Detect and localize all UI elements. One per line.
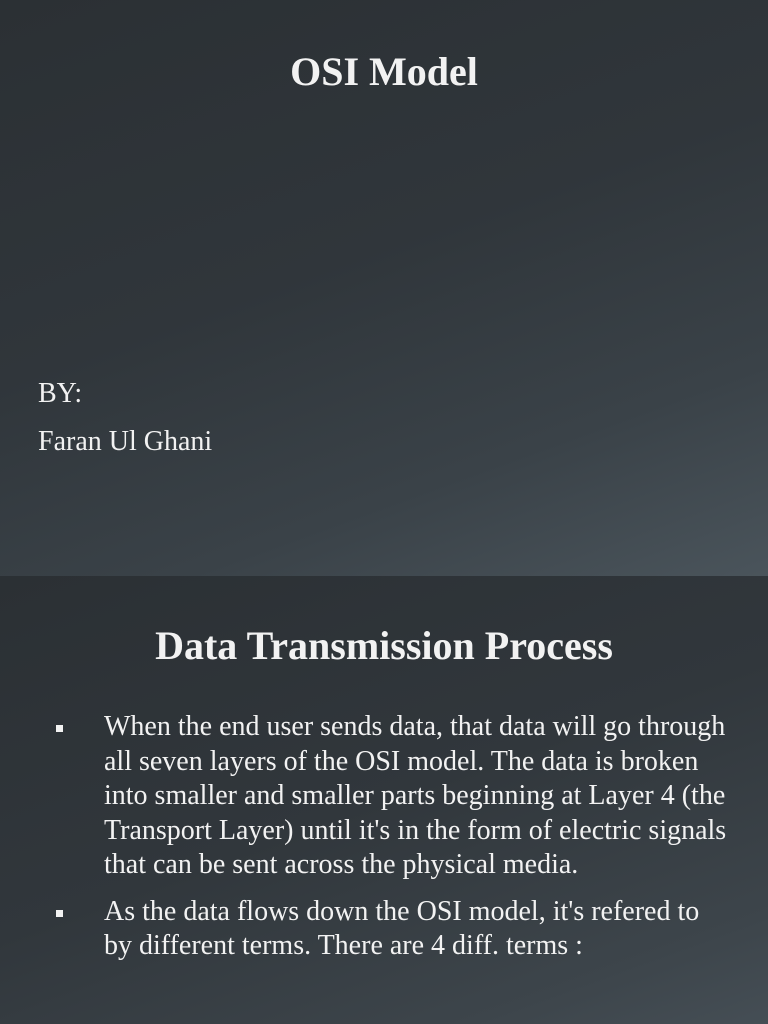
slide-title: OSI Model bbox=[290, 49, 478, 94]
slide-title: Data Transmission Process bbox=[155, 623, 613, 668]
content-slide bbox=[0, 576, 768, 1024]
by-label: BY: bbox=[38, 378, 83, 409]
bullet-item bbox=[0, 710, 768, 883]
bullet-list bbox=[0, 710, 768, 976]
square-bullet-icon bbox=[56, 910, 63, 917]
bullet-item bbox=[0, 895, 768, 964]
bullet-text: As the data flows down the OSI model, it's refered to by different terms. There are 4 diff. terms : bbox=[104, 895, 700, 961]
bullet-text: When the end user sends data, that data will go through all seven layers of the OSI model. The data is broken into smaller and smaller parts beginning at Layer 4 (the Transport Layer) until it's in the form of electric signals that can be sent across the physical media. bbox=[104, 711, 727, 880]
square-bullet-icon bbox=[56, 725, 63, 732]
author-name: Faran Ul Ghani bbox=[38, 426, 213, 457]
